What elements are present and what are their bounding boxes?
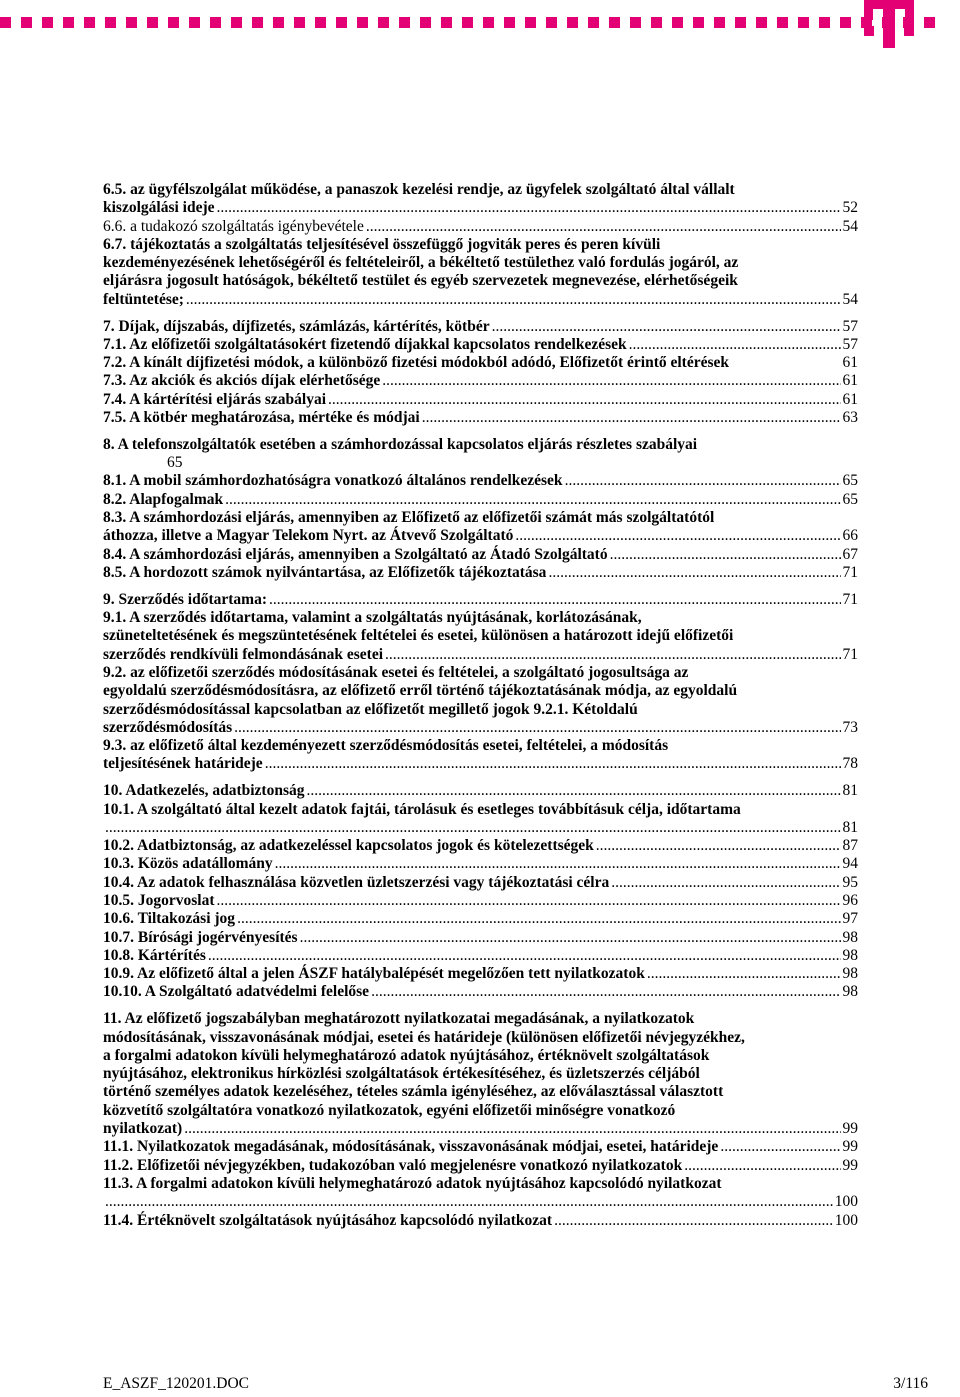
toc-entry[interactable] [103,1212,858,1230]
toc-page-number: 61 [842,354,858,372]
dot-leader [385,646,841,664]
toc-entry[interactable] [103,855,858,873]
toc-entry-leader-line [103,199,858,217]
dot-leader [684,1157,840,1175]
toc-entry[interactable] [103,1157,858,1175]
toc-page-number: 81 [842,782,858,800]
toc-entry[interactable] [103,336,858,354]
dot-leader [186,291,841,309]
toc-entry[interactable] [103,472,858,490]
dot-leader [720,1138,840,1156]
dot-leader [611,874,840,892]
dot-leader [629,336,841,354]
toc-entry-title: feltüntetése; [103,290,184,308]
toc-entry-title: 10. Adatkezelés, adatbiztonság [103,782,305,800]
toc-entry-leader-line [103,874,858,892]
toc-entry-leader-line [103,819,858,837]
dot-leader [234,719,840,737]
toc-entry-leader-line [103,336,858,354]
toc-entry[interactable] [103,181,858,218]
dot-leader [554,1212,833,1230]
toc-page-number: 99 [842,1120,858,1138]
toc-entry-line: eljárásra jogosult hatóságok, békéltető testület és egyéb szervezetek megnevezése, elérhetőségeik [103,272,738,290]
dot-leader [382,372,840,390]
toc-entry[interactable] [103,564,858,582]
footer-filename: E_ASZF_120201.DOC [103,1375,249,1392]
toc-entry-line: 9.3. az előfizető által kezdeményezett szerződésmódosítás esetei, feltételei, a módosítás [103,737,669,755]
toc-entry-title: 11.2. Előfizetői névjegyzékben, tudakozóban való megjelenésre vonatkozó nyilatkozatok [103,1156,683,1174]
toc-entry-leader-line [103,983,858,1001]
toc-page-number: 94 [842,855,858,873]
toc-entry-title: szerződés rendkívüli felmondásának esetei [103,645,383,663]
toc-entry-leader-line [103,409,858,427]
toc-entry-title: 10.7. Bírósági jogérvényesítés [103,928,298,946]
toc-page-number: 57 [842,317,858,335]
toc-entry-line: közvetítő szolgáltatóra vonatkozó nyilatkozatok, egyéni előfizetői minőségre vonatkozó [103,1101,676,1119]
toc-entry[interactable] [103,929,858,947]
toc-entry-title: nyilatkozat) [103,1120,183,1138]
toc-entry-leader-line [103,837,858,855]
dot-leader [217,892,841,910]
toc-page-number: 73 [842,718,858,736]
toc-entry[interactable] [103,1010,858,1138]
toc-entry-leader-line [103,472,858,490]
toc-entry-title: 6.6. a tudakozó szolgáltatás igénybevétele [103,217,364,235]
toc-entry-line: szerződésmódosítással kapcsolatban az előfizetőt megillető jogok 9.2.1. Kétoldalú [103,700,638,718]
toc-entry[interactable] [103,491,858,509]
toc-page-number: 65 [842,490,858,508]
toc-entry-title: 10.2. Adatbiztonság, az adatkezeléssel kapcsolatos jogok és kötelezettségek [103,837,594,855]
toc-entry-line: 9.2. az előfizetői szerződés módosításának esetei és feltételei, a szolgáltató jogosultsága az [103,663,689,681]
dot-leader [208,947,841,965]
toc-page-number: 71 [842,645,858,663]
toc-entry-title: szerződésmódosítás [103,718,233,736]
dot-leader [371,983,840,1001]
toc-entry-title: 7.4. A kártérítési eljárás szabályai [103,390,326,408]
toc-entry-leader-line [103,892,858,910]
dot-leader [184,1120,840,1138]
toc-page-number: 66 [842,527,858,545]
toc-entry-leader-line [103,1120,858,1138]
toc-entry-title: 8.1. A mobil számhordozhatóságra vonatkozó általános rendelkezések [103,472,563,490]
toc-page-number: 100 [834,1211,858,1229]
dot-leader [300,929,841,947]
toc-entry[interactable] [103,664,858,737]
dot-leader [565,472,841,490]
footer-page-number: 3/116 [893,1375,928,1392]
toc-entry-line: szüneteltetésének és megszüntetésének feltételei és esetei, különösen a határozott idejű előfizetői [103,627,734,645]
toc-entry[interactable] [103,782,858,800]
toc-page-number: 99 [842,1156,858,1174]
toc-page-number: 98 [842,946,858,964]
toc-entry-leader-line [103,1212,858,1230]
toc-entry-title: 7.5. A kötbér meghatározása, mértéke és módjai [103,409,420,427]
toc-entry-title: 8.4. A számhordozási eljárás, amennyiben a Szolgáltató az Átadó Szolgáltató [103,545,608,563]
toc-entry-leader-line [103,527,858,545]
toc-entry[interactable] [103,236,858,309]
toc-entry-line: nyújtásához, elektronikus hírközlési szolgáltatások értékesítéséhez, és üzletszerzés céljából [103,1065,700,1083]
toc-entry[interactable] [103,372,858,390]
dot-leader [225,491,840,509]
toc-entry[interactable] [103,609,858,664]
toc-entry-leader-line [103,755,858,773]
toc-page-number: 96 [842,891,858,909]
dot-leader [328,391,841,409]
brand-dots [0,17,945,28]
dot-leader [366,218,841,236]
toc-entry-title: 10.9. Az előfizető által a jelen ÁSZF hatálybalépését megelőzően tett nyilatkozatok [103,965,645,983]
dot-leader [515,527,840,545]
toc-entry-title: 9. Szerződés időtartama: [103,590,267,608]
dot-leader [610,546,841,564]
toc-entry[interactable] [103,509,858,546]
toc-entry-leader-line [103,318,858,336]
toc-entry[interactable] [103,801,858,838]
toc-page-number: 98 [842,965,858,983]
toc-entry-leader-line [103,719,858,737]
toc-entry[interactable] [103,1138,858,1156]
toc-entry-line: 6.5. az ügyfélszolgálat működése, a panaszok kezelési rendje, az ügyfelek szolgáltató által vállalt [103,181,735,198]
toc-entry[interactable] [103,546,858,564]
toc-entry[interactable] [103,737,858,774]
toc-entry-title: 11.4. Értéknövelt szolgáltatások nyújtásához kapcsolódó nyilatkozat [103,1211,553,1229]
toc-page-number: 78 [842,755,858,773]
dot-leader [307,782,841,800]
toc-entry-line: 8.3. A számhordozási eljárás, amennyiben az Előfizető az előfizetői számát más szolgáltatótól [103,509,715,527]
toc-page-number: 87 [842,837,858,855]
toc-entry-line: 6.7. tájékoztatás a szolgáltatás teljesítésével összefüggő jogviták peres és peren kívüli [103,235,661,253]
toc-entry-line: 11.3. A forgalmi adatokon kívüli helymeghatározó adatok nyújtásához kapcsolódó nyilatkozat [103,1174,722,1192]
dot-leader [237,910,840,928]
toc-entry-leader-line [103,354,858,372]
toc-entry[interactable] [103,983,858,1001]
toc-entry-leader-line [103,454,858,472]
dot-leader [492,318,841,336]
toc-page-number: 61 [842,390,858,408]
toc-entry[interactable] [103,1175,858,1212]
toc-page-number: 97 [842,910,858,928]
toc-entry-leader-line [103,1138,858,1156]
toc-page-number: 54 [842,290,858,308]
toc-page-number: 81 [842,818,858,836]
toc-entry-line: történő személyes adatok kezeléséhez, tételes számla igényléséhez, az előválasztással választott [103,1083,724,1101]
toc-entry[interactable] [103,947,858,965]
toc-entry-leader-line [103,646,858,664]
toc-entry-leader-line [103,855,858,873]
toc-entry-leader-line [103,910,858,928]
toc-entry-title: 65 [167,454,183,472]
toc-entry-line: kezdeményezésének lehetőségéről és feltételeiről, a békéltető testülethez való fordulás jogáról, az [103,254,739,272]
toc-entry[interactable] [103,218,858,236]
dot-leader [105,1193,833,1211]
toc-entry-leader-line [103,372,858,390]
toc-entry-leader-line [103,591,858,609]
toc-entry-leader-line [103,546,858,564]
dot-leader [217,199,841,217]
toc-entry[interactable] [103,892,858,910]
toc-entry-leader-line [103,1193,858,1211]
toc-entry-leader-line [103,965,858,983]
toc-entry[interactable] [103,391,858,409]
toc-entry-title: 10.8. Kártérítés [103,946,206,964]
toc-entry-title: 7.3. Az akciók és akciós díjak elérhetősége [103,372,381,390]
toc-entry-line: 9.1. A szerződés időtartama, valamint a szolgáltatás nyújtásának, korlátozásának, [103,609,642,627]
toc-entry-title: 10.10. A Szolgáltató adatvédelmi felelőse [103,983,370,1001]
toc-entry[interactable] [103,874,858,892]
toc-entry-leader-line [103,391,858,409]
toc-entry-leader-line [103,782,858,800]
telekom-t-logo-icon [864,0,914,50]
toc-entry-title: teljesítésének határideje [103,755,263,773]
toc-entry-title: 8.2. Alapfogalmak [103,490,224,508]
dot-leader [105,819,841,837]
toc-entry-line: 11. Az előfizető jogszabályban meghatározott nyilatkozatai megadásának, a nyilatkozatok [103,1010,695,1028]
dot-leader [422,409,841,427]
toc-page-number: 65 [842,472,858,490]
toc-page-number: 67 [842,545,858,563]
toc-entry-line: módosításának, visszavonásának módjai, esetei és határideje (különösen előfizetői névjegyzékhez, [103,1028,745,1046]
toc-page-number: 52 [842,199,858,217]
toc-entry[interactable] [103,318,858,336]
toc-entry-leader-line [103,491,858,509]
dot-leader [269,591,841,609]
toc-entry-leader-line [103,929,858,947]
toc-page-number: 100 [834,1193,858,1211]
toc-entry-line: 10.1. A szolgáltató által kezelt adatok fajtái, tárolásuk és esetleges továbbításuk célja, időtartama [103,800,741,818]
toc-entry[interactable] [103,965,858,983]
dot-leader [265,755,841,773]
toc-entry-title: 7.1. Az előfizetői szolgáltatásokért fizetendő díjakkal kapcsolatos rendelkezések [103,335,627,353]
toc-entry-title: 10.6. Tiltakozási jog [103,910,236,928]
dot-leader [596,837,841,855]
toc-entry-line: a forgalmi adatokon kívüli helymeghatározó adatok nyújtásához, értéknövelt szolgáltatások [103,1046,710,1064]
toc-entry-leader-line [103,1157,858,1175]
toc-entry[interactable] [103,591,858,609]
toc-entry[interactable] [103,436,858,473]
dot-leader [647,965,841,983]
toc-entry-title: 7.2. A kínált díjfizetési módok, a különböző fizetési módokból adódó, Előfizetőt érintő eltérések [103,354,730,372]
toc-entry[interactable] [103,409,858,427]
toc-entry-title: 10.5. Jogorvoslat [103,891,215,909]
dot-leader [548,564,840,582]
toc-entry-title: 8.5. A hordozott számok nyilvántartása, az Előfizetők tájékoztatása [103,563,547,581]
toc-page-number: 54 [842,217,858,235]
toc-entry-title: 7. Díjak, díjszabás, díjfizetés, számlázás, kártérítés, kötbér [103,317,490,335]
toc-entry[interactable] [103,354,858,372]
toc-entry-line: egyoldalú szerződésmódosításra, az előfizető erről történő tájékoztatásának módja, az egyoldalú [103,682,738,700]
toc-entry[interactable] [103,910,858,928]
toc-entry-title: 10.4. Az adatok felhasználása közvetlen üzletszerzési vagy tájékoztatási célra [103,873,610,891]
toc-page-number: 71 [842,563,858,581]
toc-page-number: 95 [842,873,858,891]
toc-entry-title: 11.1. Nyilatkozatok megadásának, módosításának, visszavonásának módjai, esetei, határideje [103,1138,719,1156]
toc-page-number: 98 [842,983,858,1001]
toc-page-number: 98 [842,928,858,946]
toc-entry-leader-line [103,291,858,309]
toc-entry-title: kiszolgálási ideje [103,199,215,217]
toc-entry-title: 10.3. Közös adatállomány [103,855,273,873]
toc-entry-leader-line [103,564,858,582]
toc-page-number: 61 [842,372,858,390]
toc-entry-title: áthozza, illetve a Magyar Telekom Nyrt. az Átvevő Szolgáltató [103,527,514,545]
toc-entry-leader-line [103,218,858,236]
table-of-contents [103,181,858,1230]
toc-entry-leader-line [103,947,858,965]
dot-leader [275,855,841,873]
toc-entry-line: 8. A telefonszolgáltatók esetében a számhordozással kapcsolatos eljárás részletes szabályai [103,435,698,453]
toc-page-number: 57 [842,335,858,353]
toc-entry[interactable] [103,837,858,855]
toc-page-number: 99 [842,1138,858,1156]
toc-page-number: 63 [842,409,858,427]
toc-page-number: 71 [842,590,858,608]
